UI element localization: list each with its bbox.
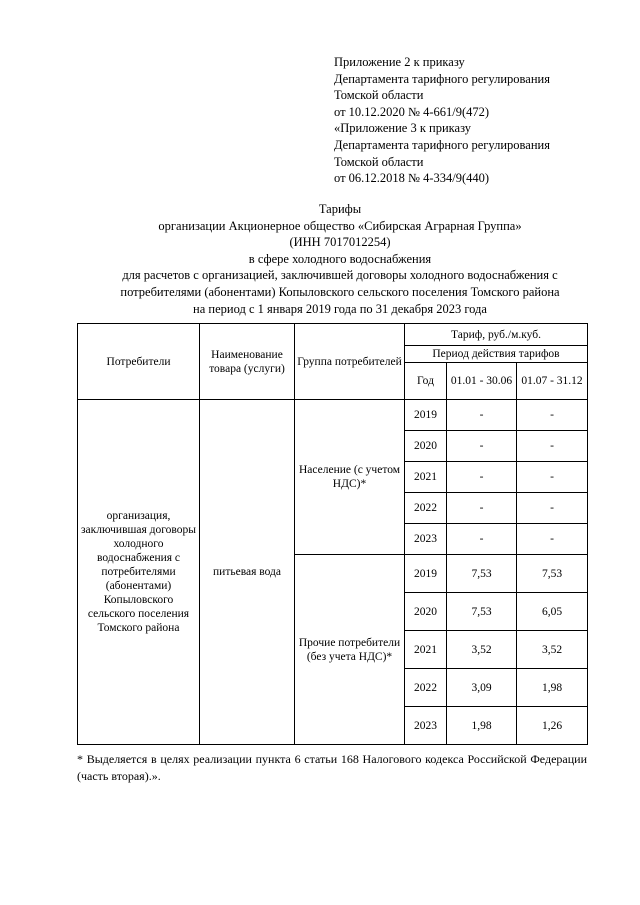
title-line: организации Акционерное общество «Сибирская Аграрная Группа» <box>158 218 522 233</box>
table-row <box>78 400 588 431</box>
year-cell: 2023 <box>405 707 447 745</box>
year-cell: 2020 <box>405 431 447 462</box>
tariff-h1-cell: - <box>447 524 517 555</box>
year-cell: 2021 <box>405 462 447 493</box>
header-second-half: 01.07 - 31.12 <box>517 363 588 400</box>
tariff-h2-cell: 7,53 <box>517 555 588 593</box>
header-product: Наименование товара (услуги) <box>200 324 295 400</box>
appendix-line: Приложение 2 к приказу <box>334 55 465 69</box>
tariff-h1-cell: 1,98 <box>447 707 517 745</box>
product-cell: питьевая вода <box>200 400 295 745</box>
title-line: Тарифы <box>318 202 362 216</box>
tariff-h2-cell: - <box>517 493 588 524</box>
tariff-table <box>77 323 588 745</box>
title-line: потребителями (абонентами) Копыловского сельского поселения Томского района <box>120 284 560 299</box>
tariff-h2-cell: 6,05 <box>517 593 588 631</box>
appendix-line: Департамента тарифного регулирования <box>334 71 550 86</box>
year-cell: 2019 <box>405 555 447 593</box>
group-population: Население (с учетом НДС)* <box>295 400 405 555</box>
tariff-h1-cell: 7,53 <box>447 555 517 593</box>
consumer-cell: организация, заключившая договоры холодного водоснабжения с потребителями (абонентами) Копыловского сельского поселения Томского района <box>78 400 200 745</box>
title-line: в сфере холодного водоснабжения <box>248 251 432 266</box>
tariff-h1-cell: - <box>447 431 517 462</box>
header-tariff: Тариф, руб./м.куб. <box>405 324 588 346</box>
tariff-h2-cell: 1,98 <box>517 669 588 707</box>
header-group: Группа потребителей <box>295 324 405 400</box>
appendix-line: Департамента тарифного регулирования <box>334 137 550 152</box>
year-cell: 2022 <box>405 493 447 524</box>
footnote: * Выделяется в целях реализации пункта 6 статьи 168 Налогового кодекса Российской Федерации (часть вторая).». <box>77 752 587 783</box>
tariff-h1-cell: 7,53 <box>447 593 517 631</box>
tariff-h1-cell: 3,52 <box>447 631 517 669</box>
tariff-h1-cell: 3,09 <box>447 669 517 707</box>
year-cell: 2019 <box>405 400 447 431</box>
header-first-half: 01.01 - 30.06 <box>447 363 517 400</box>
appendix-line: от 06.12.2018 № 4-334/9(440) <box>334 171 490 186</box>
header-period: Период действия тарифов <box>405 346 588 363</box>
year-cell: 2022 <box>405 669 447 707</box>
year-cell: 2023 <box>405 524 447 555</box>
tariff-h2-cell: - <box>517 462 588 493</box>
title-line: для расчетов с организацией, заключившей договоры холодного водоснабжения с <box>122 268 558 283</box>
title-line: (ИНН 7017012254) <box>289 235 391 250</box>
year-cell: 2021 <box>405 631 447 669</box>
year-cell: 2020 <box>405 593 447 631</box>
tariff-h1-cell: - <box>447 400 517 431</box>
document-title <box>60 201 620 317</box>
title-line: на период с 1 января 2019 года по 31 декабря 2023 года <box>193 301 487 316</box>
header-year: Год <box>405 363 447 400</box>
tariff-h2-cell: 1,26 <box>517 707 588 745</box>
tariff-h2-cell: - <box>517 524 588 555</box>
tariff-h2-cell: 3,52 <box>517 631 588 669</box>
tariff-h1-cell: - <box>447 493 517 524</box>
appendix-line: «Приложение 3 к приказу <box>334 121 472 136</box>
tariff-h2-cell: - <box>517 431 588 462</box>
tariff-h2-cell: - <box>517 400 588 431</box>
group-other: Прочие потребители (без учета НДС)* <box>295 555 405 745</box>
header-consumers: Потребители <box>78 324 200 400</box>
appendix-line: Томской области <box>334 154 424 169</box>
tariff-h1-cell: - <box>447 462 517 493</box>
appendix-block <box>334 54 550 187</box>
appendix-line: от 10.12.2020 № 4-661/9(472) <box>334 104 490 119</box>
appendix-line: Томской области <box>334 88 424 103</box>
